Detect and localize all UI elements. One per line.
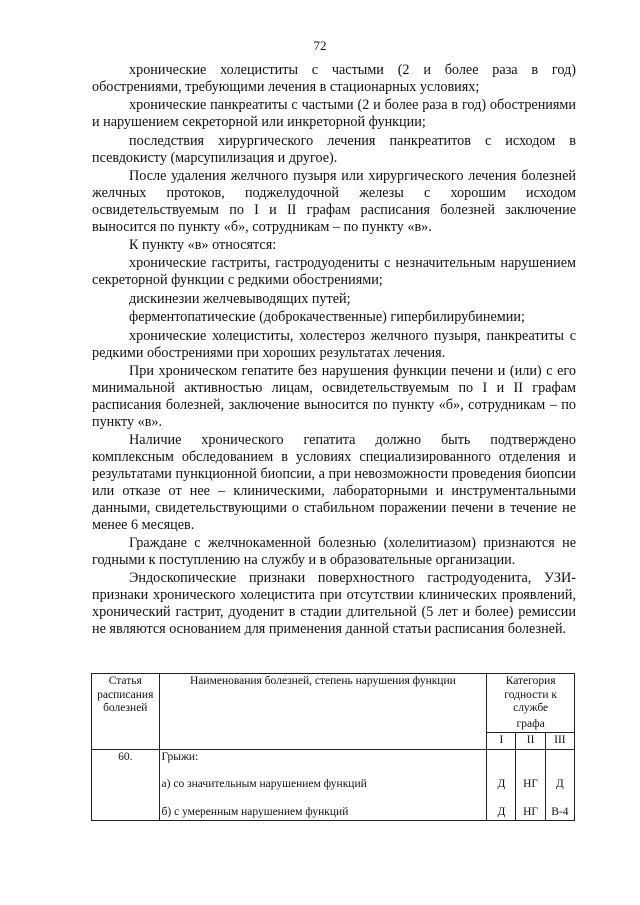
table-row	[92, 749, 575, 821]
paragraph: После удаления желчного пузыря или хирургического лечения болезней желчных протоков, поджелудочной железы с хорошим исходом освидетельствуемым по I и II графам расписания болезней заключение выносится по пункту «б», сотрудникам – по пункту «в».	[92, 167, 576, 235]
paragraph: хронические панкреатиты с частыми (2 и более раза в год) обострениями и нарушением секреторной или инкреторной функции;	[92, 97, 576, 131]
header-grafa: графа	[487, 717, 575, 733]
paragraph: К пункту «в» относятся:	[129, 237, 277, 254]
category-value: Д	[497, 805, 506, 818]
category-value: НГ	[523, 778, 539, 790]
paragraph: Граждане с желчнокаменной болезнью (холелитиазом) признаются не годными к поступлению на службу и в образовательные организации.	[92, 534, 576, 568]
paragraph: хронические холециститы с частыми (2 и более раза в год) обострениями, требующими лечения в стационарных условиях;	[92, 62, 576, 95]
category-value: В-4	[551, 805, 569, 818]
disease-item: б) с умеренным нарушением функций	[161, 805, 349, 818]
disease-cell	[159, 749, 487, 821]
header-col-1: I	[487, 733, 516, 750]
paragraph: Наличие хронического гепатита должно быть подтверждено комплексным обследованием в условиях специализированного отделения и результатами пункционной биопсии, а при невозможности проведения биопсии или отказе от нее – клиническими, лабораторными и инструментальными данными, свидетельствующими о стабильном поражении печени в течение не менее 6 месяцев.	[92, 432, 576, 533]
paragraph: хронические холециститы, холестероз желчного пузыря, панкреатиты с редкими обострениями при хороших результатах лечения.	[92, 327, 576, 361]
header-article: Статья расписания болезней	[92, 674, 160, 750]
category-value: Д	[555, 778, 564, 790]
body-text	[92, 62, 576, 639]
category-cell	[516, 749, 545, 821]
diseases-table	[91, 673, 575, 821]
paragraph: При хроническом гепатите без нарушения функции печени и (или) с его минимальной активностью лицам, освидетельствуемым по I и II графам расписания болезней, заключение выносится по пункту «б», сотрудникам – по пункту «в».	[92, 362, 576, 430]
article-number: 60.	[92, 749, 160, 821]
table-header-row	[92, 674, 575, 717]
paragraph: хронические гастриты, гастродуодениты с незначительным нарушением секреторной функции с редкими обострениями;	[92, 255, 576, 289]
header-category: Категория годности к службе	[487, 674, 575, 717]
header-name: Наименования болезней, степень нарушения функции	[159, 674, 487, 750]
category-value: Д	[497, 778, 506, 790]
header-col-2: II	[516, 733, 545, 750]
category-cell	[545, 749, 574, 821]
paragraph: последствия хирургического лечения панкреатитов с исходом в псевдокисту (марсупилизация и другое).	[92, 132, 576, 166]
page-number: 72	[313, 38, 327, 53]
header-col-3: III	[545, 733, 574, 750]
paragraph: ферментопатические (доброкачественные) гипербилирубинемии;	[129, 309, 525, 326]
paragraph: дискинезии желчевыводящих путей;	[129, 290, 351, 307]
disease-title: Грыжи:	[161, 750, 199, 763]
category-cell	[487, 749, 516, 821]
category-value: НГ	[523, 805, 539, 818]
paragraph: Эндоскопические признаки поверхностного гастродуоденита, УЗИ-признаки хронического холецистита при отсутствии клинических проявлений, хронический гастрит, дуоденит в стадии длительной (5 лет и более) ремиссии не являются основанием для применения данной статьи расписания болезней.	[92, 570, 576, 637]
disease-item: а) со значительным нарушением функций	[161, 778, 367, 790]
